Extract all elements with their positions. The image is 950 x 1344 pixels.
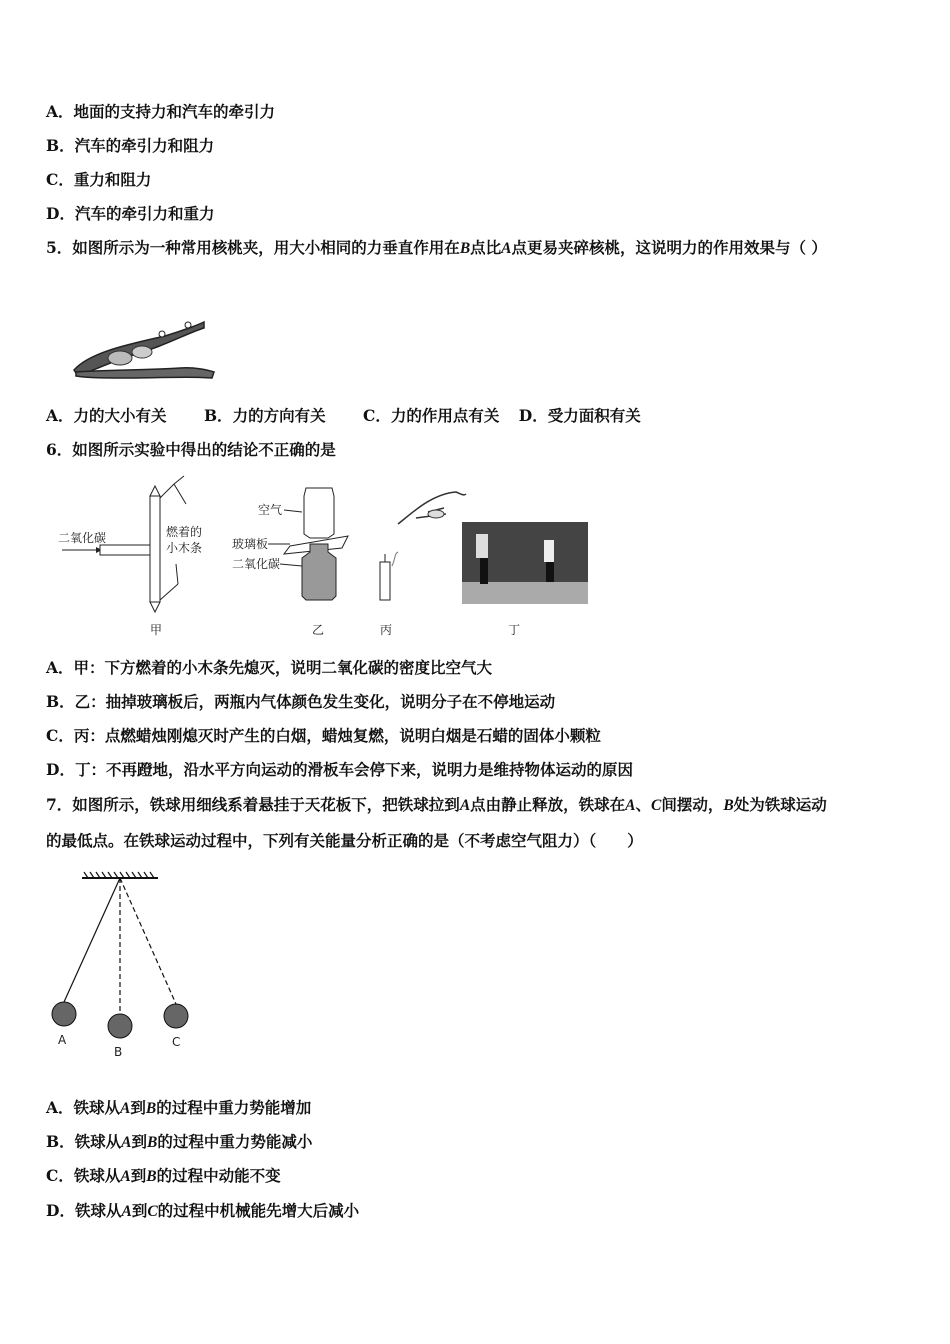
nutcracker-figure: [70, 312, 220, 384]
var-b: B: [723, 797, 734, 814]
q7-option-d: [46, 1201, 359, 1222]
q6-option-c: [46, 726, 601, 746]
label-stick-1: 燃着的: [166, 525, 203, 539]
q4-option-a: [46, 102, 275, 122]
option-label: A．: [46, 406, 74, 425]
experiment-yi: [232, 488, 348, 637]
option-text: 地面的支持力和汽车的牵引力: [73, 102, 276, 121]
option-label: C．: [362, 406, 391, 425]
option-text: 重力和阻力: [73, 170, 152, 189]
label-c: C: [172, 1035, 181, 1049]
option-label: A．: [46, 102, 74, 121]
q5-option-d: [519, 406, 641, 425]
option-text: 甲：下方燃着的小木条先熄灭，说明二氧化碳的密度比空气大: [73, 658, 493, 677]
var-a: A: [501, 240, 512, 257]
experiment-bing: [380, 492, 466, 637]
q5-option-b: [204, 406, 326, 425]
q6-option-d: [46, 760, 633, 780]
option-text: 汽车的牵引力和重力: [74, 204, 215, 223]
q7-option-b: [46, 1132, 312, 1153]
stem-text: 、: [635, 795, 652, 814]
q5-stem: [46, 238, 827, 259]
q5-option-c: [363, 406, 499, 425]
var: B: [146, 1134, 158, 1151]
var-a: A: [625, 797, 636, 814]
option-label: B．: [203, 406, 233, 425]
option-label: A．: [46, 658, 74, 677]
stem-text: 如图所示实验中得出的结论不正确的是: [72, 440, 336, 459]
label-air: 空气: [258, 503, 283, 517]
label-stick-2: 小木条: [166, 541, 203, 555]
ball-a: [52, 1002, 76, 1026]
option-text: 力的方向有关: [232, 406, 326, 425]
option-label: B．: [46, 1132, 75, 1151]
q4-option-d: [46, 204, 214, 224]
stem-text: 如图所示为一种常用核桃夹，用大小相同的力垂直作用在: [72, 238, 460, 257]
option-text: 的过程中机械能先增大后减小: [157, 1201, 360, 1220]
var: A: [121, 1134, 132, 1151]
experiment-jia: [58, 476, 202, 637]
q4-option-b: [46, 136, 214, 156]
option-text: 的过程中动能不变: [156, 1166, 281, 1185]
option-text: 铁球从: [74, 1132, 122, 1151]
var: B: [146, 1168, 157, 1185]
option-label: C．: [46, 726, 74, 745]
option-text: 丙：点燃蜡烛刚熄灭时产生的白烟，蜡烛复燃，说明白烟是石蜡的固体小颗粒: [73, 726, 601, 745]
option-label: C．: [46, 170, 74, 189]
option-text: 力的大小有关: [73, 406, 167, 425]
q5-option-a: [46, 406, 167, 425]
option-text: 丁：不再蹬地，沿水平方向运动的滑板车会停下来，说明力是维持物体运动的原因: [74, 760, 633, 779]
q6-stem: [46, 440, 336, 460]
var: A: [121, 1203, 132, 1220]
label-a: A: [58, 1033, 67, 1047]
stem-text: 处为铁球运动: [733, 795, 827, 814]
option-label: B．: [46, 692, 75, 711]
caption-bing: 丙: [380, 623, 393, 637]
option-text: 的过程中重力势能增加: [156, 1098, 312, 1117]
q7-stem-line-2: [46, 831, 643, 851]
q7-stem-line-1: [46, 795, 827, 816]
label-glass: 玻璃板: [232, 537, 269, 551]
option-text: 铁球从: [73, 1098, 121, 1117]
question-number: 7．: [46, 795, 73, 814]
pendulum-figure: [46, 868, 206, 1064]
label-b: B: [114, 1045, 123, 1059]
option-text: 到: [131, 1201, 148, 1220]
var: A: [120, 1168, 131, 1185]
option-text: 汽车的牵引力和阻力: [74, 136, 215, 155]
caption-jia: 甲: [150, 623, 163, 637]
option-label: C．: [46, 1166, 74, 1185]
label-co2: 二氧化碳: [58, 531, 107, 545]
q4-option-c: [46, 170, 151, 190]
option-text: 到: [130, 1098, 146, 1117]
stem-text: 如图所示，铁球用细线系着悬挂于天花板下，把铁球拉到: [72, 795, 460, 814]
var: B: [145, 1100, 157, 1117]
option-text: 力的作用点有关: [390, 406, 500, 425]
question-number: 5．: [46, 238, 73, 257]
question-number: 6．: [46, 440, 73, 459]
option-label: D．: [518, 406, 548, 425]
var-a: A: [459, 797, 471, 814]
caption-yi: 乙: [312, 623, 325, 637]
label-co2-bottle: 二氧化碳: [232, 557, 281, 571]
option-text: 铁球从: [74, 1201, 122, 1220]
q6-option-a: [46, 658, 492, 678]
option-text: 乙：抽掉玻璃板后，两瓶内气体颜色发生变化，说明分子在不停地运动: [74, 692, 556, 711]
q7-option-a: [46, 1098, 311, 1119]
option-text: 到: [130, 1166, 147, 1185]
option-label: D．: [46, 1201, 75, 1220]
option-text: 铁球从: [73, 1166, 121, 1185]
q6-option-b: [46, 692, 555, 712]
var-b: B: [459, 240, 471, 257]
stem-text: 点更易夹碎核桃，这说明力的作用效果与（ ）: [511, 238, 827, 257]
var: C: [147, 1203, 158, 1220]
option-text: 到: [131, 1132, 147, 1151]
stem-text: 间摆动，: [661, 795, 724, 814]
ball-c: [164, 1004, 188, 1028]
q5-options: [46, 406, 673, 426]
caption-ding: 丁: [508, 623, 521, 637]
var-c: C: [651, 797, 662, 814]
q6-figure: [56, 474, 596, 640]
option-text: 的过程中重力势能减小: [157, 1132, 313, 1151]
option-label: B．: [46, 136, 75, 155]
stem-text: 点由静止释放，铁球在: [470, 795, 626, 814]
option-text: 受力面积有关: [547, 406, 641, 425]
option-label: D．: [46, 760, 75, 779]
option-label: A．: [46, 1098, 74, 1117]
var: A: [120, 1100, 131, 1117]
experiment-ding: [462, 522, 588, 637]
stem-text: 点比: [470, 238, 502, 257]
option-label: D．: [46, 204, 75, 223]
stem-text: 的最低点。在铁球运动过程中，下列有关能量分析正确的是（不考虑空气阻力）（ ）: [46, 831, 643, 850]
q7-option-c: [46, 1166, 281, 1187]
ball-b: [108, 1014, 132, 1038]
